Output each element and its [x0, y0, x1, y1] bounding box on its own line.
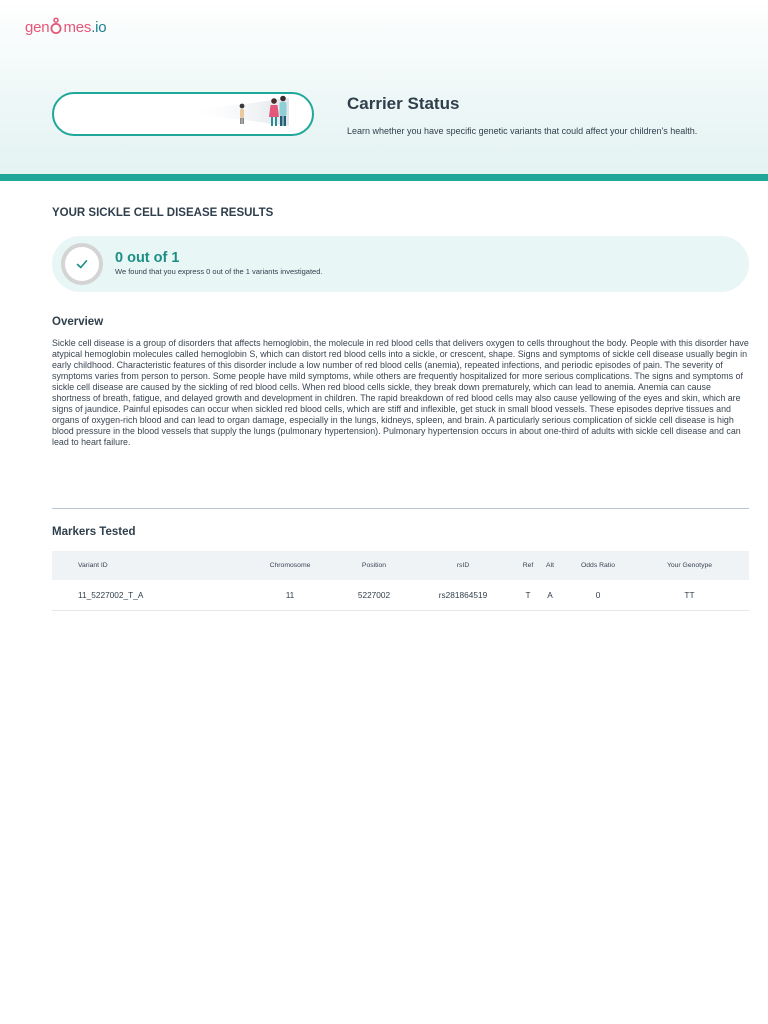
- column-header-ref: Ref: [522, 551, 534, 580]
- check-icon: [75, 257, 89, 271]
- family-illustration-icon: [54, 94, 312, 134]
- family-illustration: [52, 92, 314, 136]
- cell-odds-ratio: 0: [566, 580, 630, 610]
- page-title: Carrier Status: [347, 94, 460, 113]
- logo-o-glyph-icon: [49, 17, 63, 35]
- markers-title: Markers Tested: [52, 526, 136, 538]
- cell-your-genotype: TT: [630, 580, 749, 610]
- table-header-row: [52, 551, 749, 580]
- column-header-your-genotype: Your Genotype: [630, 551, 749, 580]
- page-header: [0, 0, 768, 180]
- markers-table: [52, 551, 749, 611]
- overview-body: Sickle cell disease is a group of disorders that affects hemoglobin, the molecule in red blood cells that delivers oxygen to cells throughout the body. People with this disorder have atypical hemoglobin molecules called hemoglobin S, which can distort red blood cells into a sickle, or crescent, shape. Signs and symptoms of sickle cell disease usually begin in early childhood. Characteristic features of this disorder include a low number of red blood cells (anemia), repeated infections, and periodic episodes of pain. The severity of symptoms varies from person to person. Some people have mild symptoms, while others are frequently hospitalized for more serious complications. The signs and symptoms of sickle cell disease are caused by the sickling of red blood cells. When red blood cells sickle, they break down prematurely, which can lead to anemia. Anemia can cause shortness of breath, fatigue, and delayed growth and development in children. The rapid breakdown of red blood cells may also cause yellowing of the eyes and skin, which are signs of jaundice. Painful episodes can occur when sickled red blood cells, which are stiff and inflexible, get stuck in small blood vessels. These episodes deprive tissues and organs of oxygen-rich blood and can lead to organ damage, especially in the lungs, kidneys, spleen, and brain. A particularly serious complication of sickle cell disease is high blood pressure in the blood vessels that supply the lungs (pulmonary hypertension). Pulmonary hypertension occurs in about one-third of adults with sickle cell disease and can lead to heart failure.: [52, 338, 749, 447]
- result-detail: We found that you express 0 out of the 1 variants investigated.: [115, 267, 323, 276]
- column-header-position: Position: [344, 551, 404, 580]
- column-header-chromosome: Chromosome: [236, 551, 344, 580]
- cell-ref: T: [522, 580, 534, 610]
- result-count: 0 out of 1: [115, 250, 180, 266]
- table-row: [52, 580, 749, 610]
- results-summary-card: [52, 236, 749, 292]
- results-heading: YOUR SICKLE CELL DISEASE RESULTS: [52, 207, 274, 219]
- column-header-odds-ratio: Odds Ratio: [566, 551, 630, 580]
- cell-rsid: rs281864519: [404, 580, 522, 610]
- section-divider: [52, 508, 749, 509]
- column-header-rsid: rsID: [404, 551, 522, 580]
- page-subtitle: Learn whether you have specific genetic variants that could affect your children's health.: [347, 126, 698, 136]
- overview-title: Overview: [52, 316, 104, 328]
- cell-variant-id: 11_5227002_T_A: [52, 580, 236, 610]
- cell-position: 5227002: [344, 580, 404, 610]
- header-accent-bar: [0, 174, 768, 181]
- result-status-ring: [61, 243, 103, 285]
- genomes-logo[interactable]: gen mes.io: [25, 19, 107, 36]
- cell-alt: A: [534, 580, 566, 610]
- column-header-variant-id: Variant ID: [52, 551, 236, 580]
- column-header-alt: Alt: [534, 551, 566, 580]
- cell-chromosome: 11: [236, 580, 344, 610]
